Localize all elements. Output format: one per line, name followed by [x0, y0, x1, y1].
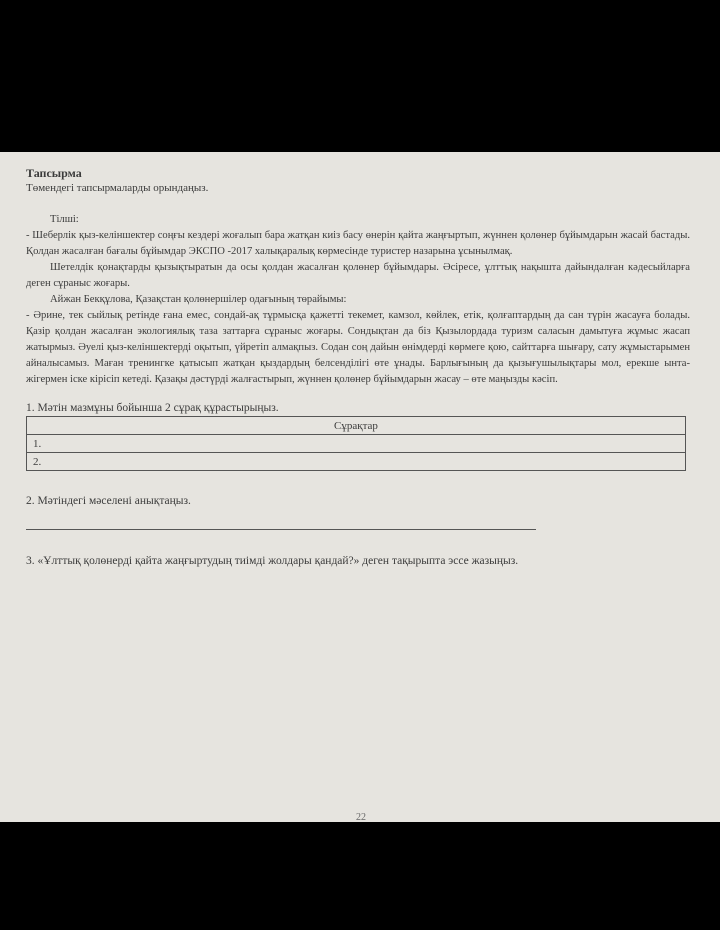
- reading-text: [26, 212, 690, 388]
- questions-table: [26, 416, 686, 471]
- table-header-row: [27, 417, 686, 435]
- task-title: Тапсырма: [26, 166, 82, 180]
- question-1-prompt: 1. Мәтін мазмұны бойынша 2 сұрақ құрастырыңыз.: [26, 402, 279, 414]
- answer-line[interactable]: [26, 507, 536, 530]
- text-heading: Тілші:: [50, 214, 79, 225]
- question-3-prompt: 3. «Ұлттық қолөнерді қайта жаңғыртудың тиімді жолдары қандай?» деген тақырыпта эссе жазыңыз.: [26, 555, 519, 567]
- table-row: [27, 435, 686, 453]
- document-page: [0, 152, 720, 822]
- table-cell-answer-1[interactable]: 1.: [27, 435, 686, 453]
- question-2-prompt: 2. Мәтіндегі мәселені анықтаңыз.: [26, 495, 191, 507]
- text-paragraph-3: Айжан Бекқұлова, Қазақстан қолөнершілер одағының төрайымы:: [50, 294, 347, 305]
- page-content: [26, 166, 690, 570]
- text-paragraph-1: - Шеберлік қыз-келіншектер соңғы кездері жоғалып бара жатқан киіз басу өнерін қайта жаңғыртып, жүннен қолөнер бұйымдарын жасай бастады. Қолдан жасалған бағалы бұйымдар ЭКСПО -2017 халықаралық көрмесінде туристер назарына ұсынылмақ.: [26, 230, 690, 257]
- table-header: Сұрақтар: [27, 417, 686, 435]
- text-paragraph-2: Шетелдік қонақтарды қызықтыратын да осы қолдан жасалған қолөнер бұйымдары. Әсіресе, ұлттық нақышта дайындалған кәдесыйларға деген сұраныс жоғары.: [26, 262, 690, 289]
- table-row: [27, 453, 686, 471]
- page-number: 22: [356, 812, 366, 822]
- text-paragraph-4: - Әрине, тек сыйлық ретінде ғана емес, сондай-ақ тұрмысқа қажетті текемет, камзол, көйлек, етік, қолғаптардың да сан түрін жасауға болады. Қазір қолдан жасалған экологиялық таза заттарға сұраныс жоғары. Сондықтан да біз Қызылордада туризм саласын дамытуға жұмыс жасап жатырмыз. Әуелі қыз-келіншектерді оқытып, үйретіп алмақпыз. Содан соң дайын өнімдерді көрмеге қою, сайттарға шығару, сату жұмыстарымен айналысамыз. Маған тренингке қатысып жатқан қыздардың белсенділігі өте ұнады. Барлығының да қызығушылықтары мол, ерекше ынта-жігермен іске кірісіп кетеді. Қазақы дәстүрді жалғастырып, жүннен қолөнер бұйымдарын жасау – өте маңызды кәсіп.: [26, 310, 690, 385]
- task-instruction: Төмендегі тапсырмаларды орындаңыз.: [26, 182, 209, 194]
- table-cell-answer-2[interactable]: 2.: [27, 453, 686, 471]
